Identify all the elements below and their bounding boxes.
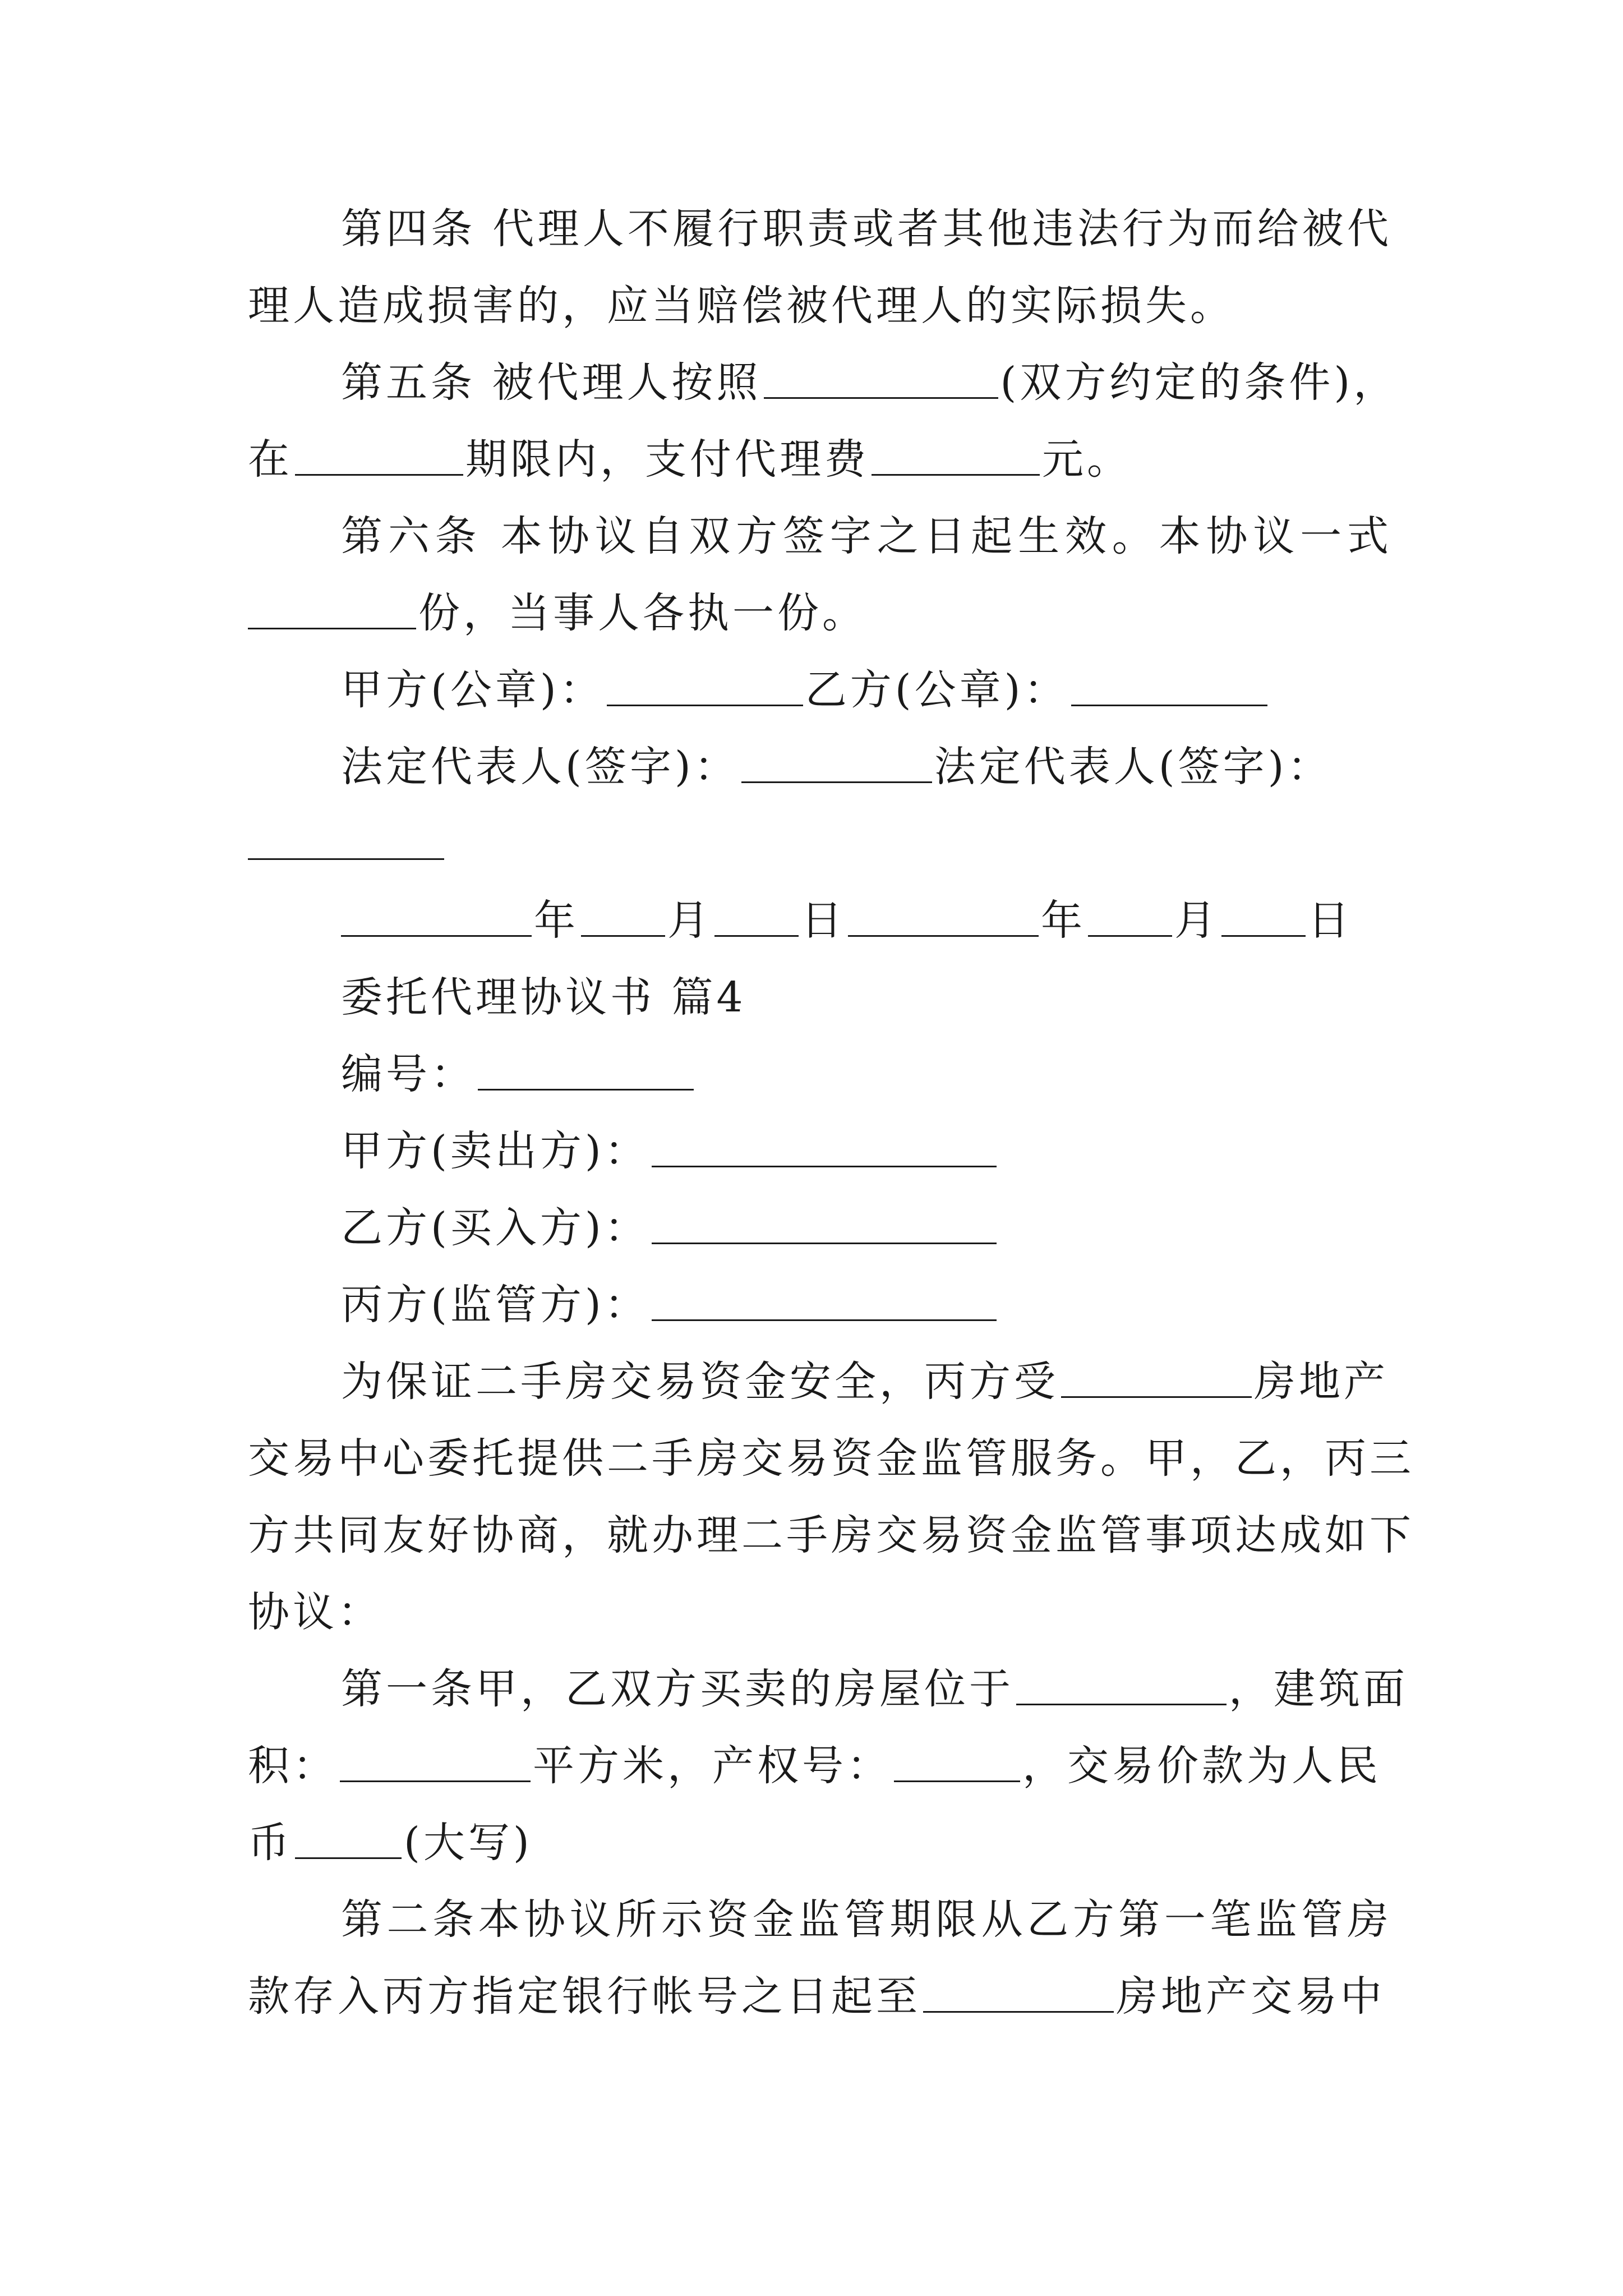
buyer-blank[interactable] [652, 1205, 997, 1244]
date-a-day-blank[interactable] [714, 898, 799, 937]
party-b-rep-blank[interactable] [248, 821, 444, 860]
supervisor-blank[interactable] [652, 1282, 997, 1321]
location-blank[interactable] [1016, 1666, 1227, 1705]
year-label: 年 [1041, 896, 1086, 945]
party-b-seal-label: 乙方(公章)： [805, 666, 1069, 714]
article-5-lead: 第五条 被代理人按照 [341, 358, 762, 407]
clause-1-text-b: ，建筑面 [1229, 1665, 1408, 1713]
intro-line-1 [248, 1343, 1392, 1420]
seller-label: 甲方(卖出方)： [341, 1127, 649, 1175]
article-5-condition: (双方约定的条件)， [1000, 358, 1399, 407]
buyer-field [248, 1190, 1392, 1267]
clause-2-line-1: 第二条本协议所示资金监管期限从乙方第一笔监管房 [341, 1895, 1392, 1944]
intro-text-b: 房地产 [1254, 1358, 1389, 1406]
section-heading: 委托代理协议书 篇4 [341, 973, 746, 1022]
area-blank[interactable] [340, 1743, 531, 1782]
document-page [248, 191, 1414, 2035]
date-b-year-blank[interactable] [848, 898, 1039, 937]
article-5-yuan: 元。 [1042, 435, 1132, 484]
party-b-seal-blank[interactable] [1071, 667, 1267, 706]
party-a-seal-label: 甲方(公章)： [341, 666, 605, 714]
day-label: 日 [801, 896, 846, 945]
end-date-blank[interactable] [923, 1973, 1114, 2013]
area-label: 积： [248, 1742, 338, 1790]
price-blank[interactable] [295, 1820, 402, 1859]
clause-1-text-a: 第一条甲，乙双方买卖的房屋位于 [341, 1665, 1014, 1713]
article-6-line-2 [248, 575, 1392, 652]
clause-1-line-2 [248, 1728, 1392, 1805]
party-a-rep-label: 法定代表人(签字)： [341, 743, 739, 791]
number-field [248, 1036, 1392, 1113]
article-5-at: 在 [248, 435, 293, 484]
title-number-label: 平方米，产权号： [533, 1742, 892, 1790]
date-a-month-blank[interactable] [581, 898, 665, 937]
copies-blank[interactable] [248, 590, 416, 629]
article-4-line-2: 理人造成损害的，应当赔偿被代理人的实际损失。 [248, 282, 1235, 330]
seal-line [248, 652, 1392, 729]
clause-1-line-1 [248, 1651, 1408, 1728]
buyer-label: 乙方(买入方)： [341, 1204, 649, 1252]
article-4-line-1: 第四条 代理人不履行职责或者其他违法行为而给被代 [341, 205, 1392, 253]
date-a-year-blank[interactable] [341, 898, 532, 937]
fee-blank[interactable] [872, 436, 1040, 476]
number-blank[interactable] [478, 1051, 694, 1091]
month-label: 月 [667, 896, 712, 945]
number-label: 编号： [341, 1050, 476, 1098]
article-5-period: 期限内，支付代理费 [465, 435, 869, 484]
day-label: 日 [1308, 896, 1353, 945]
capital-note: (大写) [404, 1819, 533, 1867]
seller-field [248, 1113, 1392, 1190]
clause-2-text-b: 房地产交易中 [1116, 1972, 1385, 2021]
title-number-blank[interactable] [894, 1743, 1020, 1782]
article-5-line-2 [248, 421, 1392, 498]
party-a-seal-blank[interactable] [607, 667, 803, 706]
date-b-day-blank[interactable] [1221, 898, 1306, 937]
currency-label: 币 [248, 1819, 293, 1867]
article-5-line-1 [248, 344, 1399, 421]
clause-2-line-2 [248, 1958, 1392, 2035]
intro-line-4: 协议： [248, 1588, 382, 1636]
intro-line-3: 方共同友好协商，就办理二手房交易资金监管事项达成如下 [248, 1511, 1414, 1559]
supervisor-label: 丙方(监管方)： [341, 1281, 649, 1329]
supervisor-field [248, 1267, 1392, 1343]
party-b-rep-label: 法定代表人(签字)： [934, 743, 1332, 791]
intro-text-a: 为保证二手房交易资金安全，丙方受 [341, 1358, 1059, 1406]
trade-center-blank[interactable] [1061, 1359, 1252, 1398]
article-6-copies: 份，当事人各执一份。 [418, 589, 867, 637]
party-a-rep-blank[interactable] [741, 744, 932, 783]
seller-blank[interactable] [652, 1128, 997, 1167]
clause-2-text-a: 款存入丙方指定银行帐号之日起至 [248, 1972, 921, 2021]
price-label: ，交易价款为人民 [1022, 1742, 1381, 1790]
article-6-line-1: 第六条 本协议自双方签字之日起生效。本协议一式 [341, 512, 1392, 560]
condition-blank[interactable] [764, 360, 998, 399]
date-line [248, 882, 1392, 959]
clause-1-line-3 [248, 1805, 1392, 1881]
representative-line [248, 729, 1392, 806]
representative-blank-line [248, 806, 1392, 882]
month-label: 月 [1174, 896, 1219, 945]
year-label: 年 [534, 896, 579, 945]
date-b-month-blank[interactable] [1088, 898, 1172, 937]
intro-line-2: 交易中心委托提供二手房交易资金监管服务。甲，乙，丙三 [248, 1434, 1414, 1483]
period-blank[interactable] [295, 436, 463, 476]
